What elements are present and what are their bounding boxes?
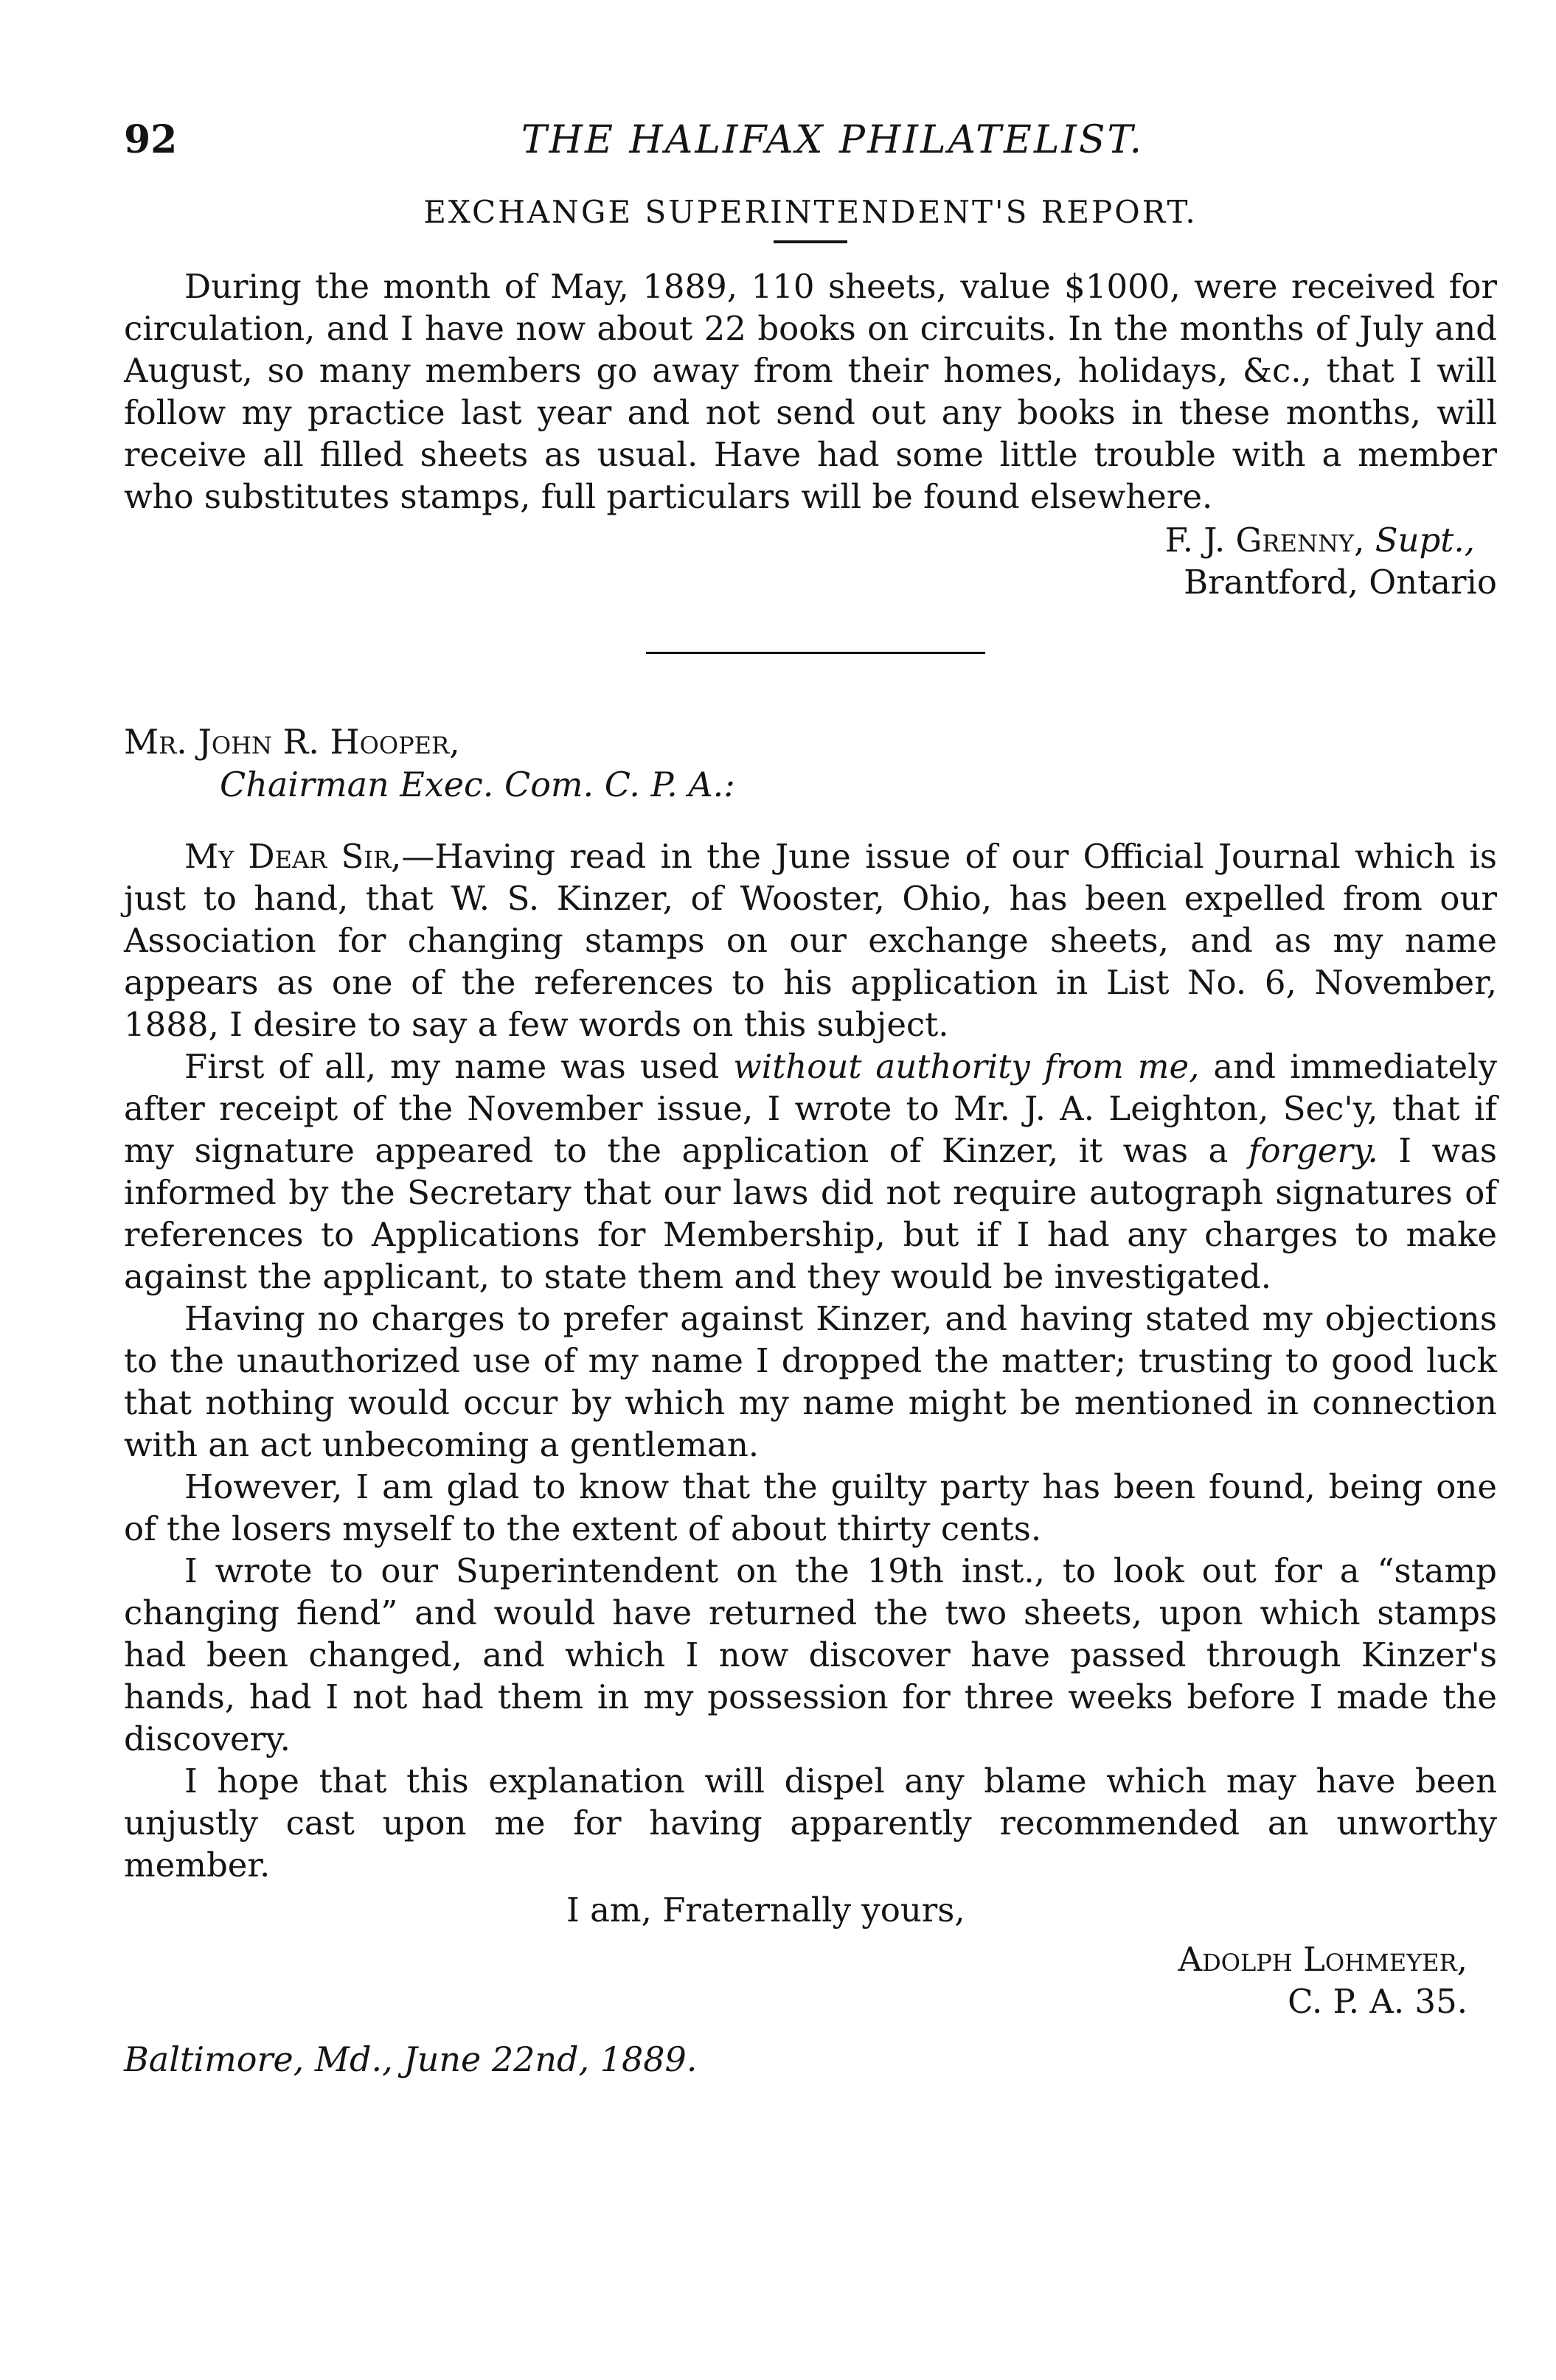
addressee-name: Mr. John R. Hooper, [124,722,460,762]
paragraph-2-part-a: First of all, my name was used [184,1047,734,1086]
heading-rule [774,240,847,243]
letter-paragraph-2 [124,1045,1497,1298]
report-signature [124,519,1497,561]
letter-paragraph-1 [124,835,1497,1045]
section-divider [646,652,985,654]
page-number: 92 [124,117,178,162]
paragraph-2-part-c: I was informed by the Secretary that our laws did not require autograph signatures of references to Applications for Membership, but if I had any charges to make against the applicant, to state them and they would be investigated. [124,1131,1497,1296]
letter-paragraph-4: However, I am glad to know that the guilty party has been found, being one of the losers myself to the extent of about thirty cents. [124,1467,1497,1548]
paragraph-2-part-b: and immediately after receipt of the November issue, I wrote to Mr. J. A. Leighton, Sec'y, that if my signature appeared to the application of Kinzer, it was a [124,1047,1497,1170]
salutation: My Dear Sir, [184,837,402,876]
letter-paragraph-5: I wrote to our Superintendent on the 19th inst., to look out for a “stamp changing fiend” and would have returned the two sheets, upon which stamps had been changed, and which I now discover have passed through Kinzer's hands, had I not had them in my possession for three weeks before I made the discovery. [124,1551,1497,1758]
report-signature-name: F. J. Grenny, [1164,521,1365,560]
journal-title: THE HALIFAX PHILATELIST. [521,118,1145,162]
letter-signature-name: Adolph Lohmeyer, [1178,1940,1468,1979]
page-header [124,111,1497,170]
letter-paragraph-3: Having no charges to prefer against Kinzer, and having stated my objections to the unauthorized use of my name I dropped the matter; trusting to good luck that nothing would occur by which my name might be mentioned in connection with an act unbecoming a gentleman. [124,1299,1497,1464]
letter-dateline: Baltimore, Md., June 22nd, 1889. [124,2039,698,2079]
letter-closing: I am, Fraternally yours, [566,1890,965,1930]
paragraph-2-emphasis-1: without authority from me, [733,1047,1200,1086]
report-signature-location: Brantford, Ontario [1184,563,1497,602]
report-signature-title: Supt., [1375,521,1475,560]
addressee-title: Chairman Exec. Com. C. P. A.: [220,765,735,804]
paragraph-2-emphasis-2: forgery. [1248,1131,1378,1170]
letter-signature-number: C. P. A. 35. [1288,1982,1468,2021]
page [124,111,1497,2352]
letter-paragraph-6: I hope that this explanation will dispel any blame which may have been unjustly cast upon me for having apparently recommended an unworthy member. [124,1761,1497,1885]
report-heading: EXCHANGE SUPERINTENDENT'S REPORT. [423,194,1198,230]
report-body: During the month of May, 1889, 110 sheets, value $1000, were received for circulation, and I have now about 22 books on circuits. In the months of July and August, so many members go away from their homes, holidays, &c., that I will follow my practice last year and not send out any books in these months, will receive all filled sheets as usual. Have had some little trouble with a member who substitutes stamps, full particulars will be found elsewhere. [124,267,1497,516]
paragraph-1-text: —Having read in the June issue of our Official Journal which is just to hand, that W. S. Kinzer, of Wooster, Ohio, has been expelled from our Association for changing stamps on our exchange sheets, and as my name appears as one of the references to his application in List No. 6, November, 1888, I desire to say a few words on this subject. [124,837,1497,1044]
